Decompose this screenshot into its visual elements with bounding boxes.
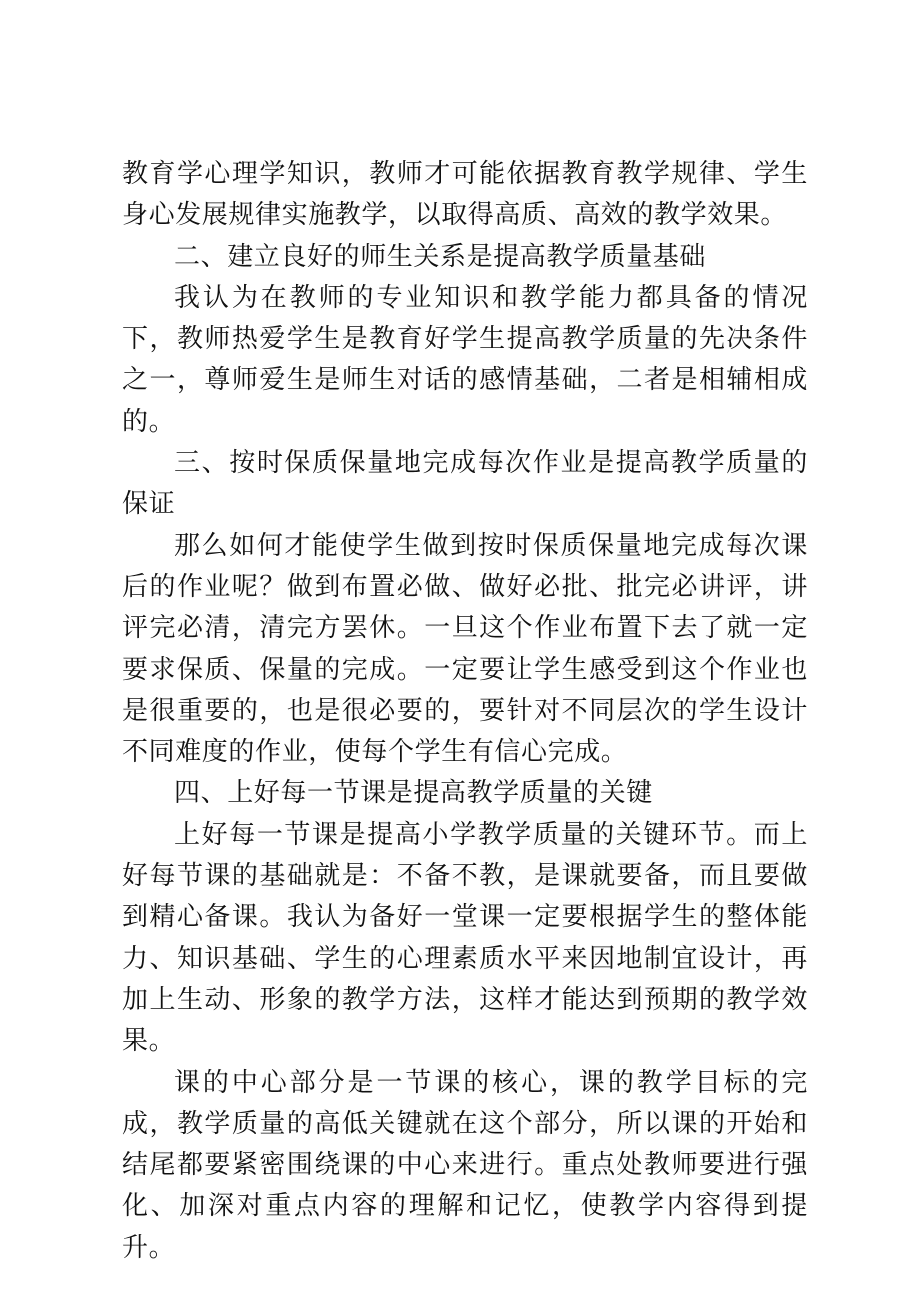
section-heading-2: 二、建立良好的师生关系是提高教学质量基础: [174, 241, 707, 272]
paragraph-homework: 那么如何才能使学生做到按时保质保量地完成每次课后的作业呢？做到布置必做、做好必批、批完必讲评，讲评完必清，清完方罢休。一旦这个作业布置下去了就一定要求保质、保量的完成。一定要让学生感受到这个作业也是很重要的，也是很必要的，要针对不同层次的学生设计不同难度的作业，使每个学生有信心完成。: [122, 530, 808, 768]
document-body: [122, 154, 808, 1269]
section-heading-4: 四、上好每一节课是提高教学质量的关键: [174, 778, 653, 809]
paragraph-lesson-core: 课的中心部分是一节课的核心，课的教学目标的完成，教学质量的高低关键就在这个部分，所以课的开始和结尾都要紧密围绕课的中心来进行。重点处教师要进行强化、加深对重点内容的理解和记忆，使教学内容得到提升。: [122, 1067, 808, 1263]
paragraph-continuation: 教育学心理学知识，教师才可能依据教育教学规律、学生身心发展规律实施教学，以取得高质、高效的教学效果。: [122, 159, 808, 231]
paragraph-lesson-preparation: 上好每一节课是提高小学教学质量的关键环节。而上好每节课的基础就是：不备不教，是课就要备，而且要做到精心备课。我认为备好一堂课一定要根据学生的整体能力、知识基础、学生的心理素质水平来因地制宜设计，再加上生动、形象的教学方法，这样才能达到预期的教学效果。: [122, 819, 808, 1057]
section-heading-3: 三、按时保质保量地完成每次作业是提高教学质量的保证: [122, 448, 808, 520]
paragraph-teacher-student-relationship: 我认为在教师的专业知识和教学能力都具备的情况下，教师热爱学生是教育好学生提高教学质量的先决条件之一，尊师爱生是师生对话的感情基础，二者是相辅相成的。: [122, 282, 808, 437]
